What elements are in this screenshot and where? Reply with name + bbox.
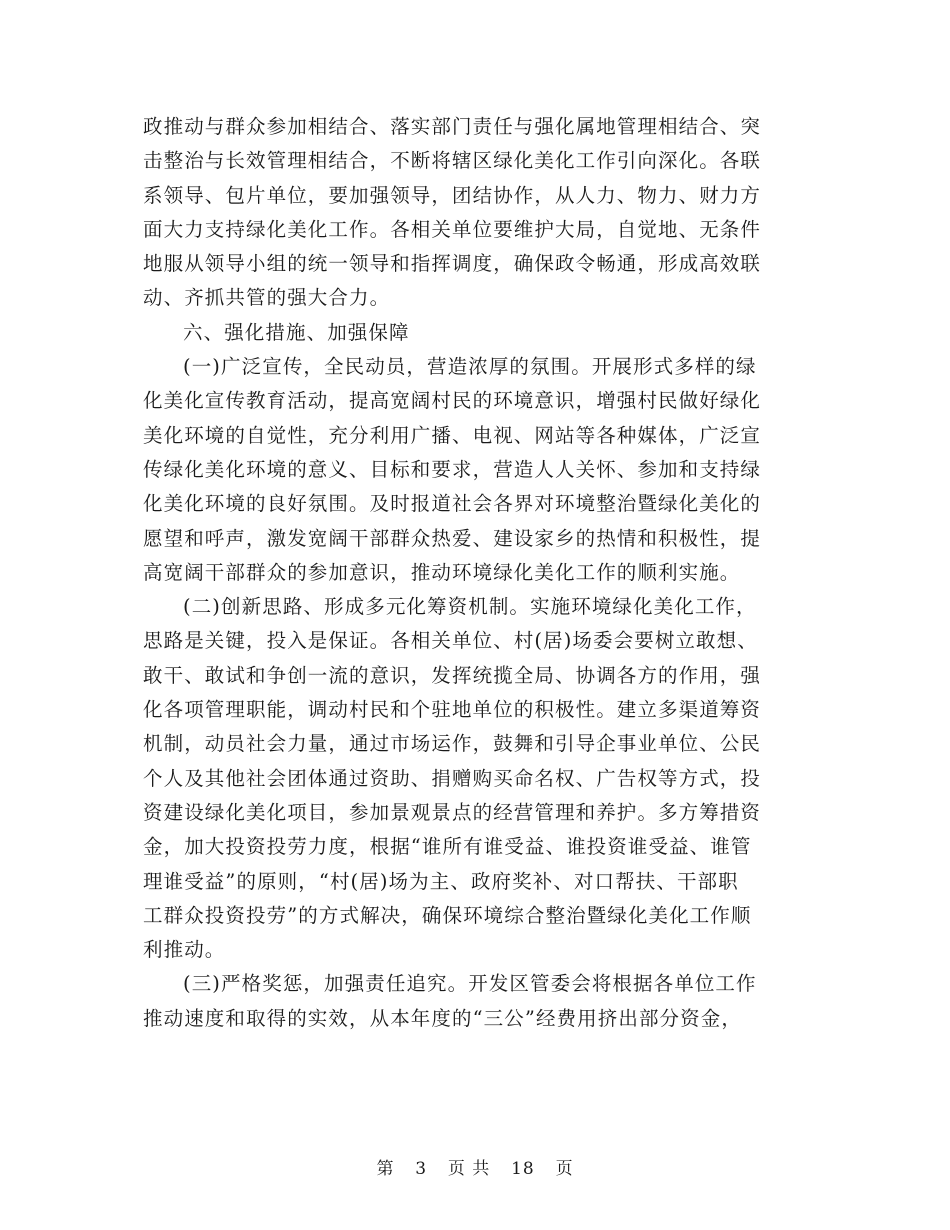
text-line: 思路是关键，投入是保证。各相关单位、村(居)场委会要树立敢想、 <box>143 629 758 653</box>
text-line: 地服从领导小组的统一领导和指挥调度，确保政令畅通，形成高效联 <box>143 252 762 276</box>
text-line: 系领导、包片单位，要加强领导，团结协作，从人力、物力、财力方 <box>143 183 762 207</box>
page-label-mid: 页 共 <box>447 1159 491 1179</box>
page-label-suffix: 页 <box>555 1159 574 1179</box>
section-heading: 六、强化措施、加强保障 <box>183 320 410 344</box>
document-body <box>143 110 803 1036</box>
text-line: 工群众投资投劳”的方式解决，确保环境综合整治暨绿化美化工作顺 <box>143 903 752 927</box>
text-line: 理谁受益”的原则，“村(居)场为主、政府奖补、对口帮扶、干部职 <box>143 869 739 893</box>
paragraph-start-line: (二)创新思路、形成多元化筹资机制。实施环境绿化美化工作， <box>183 595 757 619</box>
text-line: 个人及其他社会团体通过资助、捐赠购买命名权、广告权等方式，投 <box>143 766 762 790</box>
page-footer <box>0 1154 950 1179</box>
text-line: 高宽阔干部群众的参加意识，推动环境绿化美化工作的顺利实施。 <box>143 560 741 584</box>
text-line: 化各项管理职能，调动村民和个驻地单位的积极性。建立多渠道筹资 <box>143 698 762 722</box>
text-line: 美化环境的自觉性，充分利用广播、电视、网站等各种媒体，广泛宣 <box>143 423 762 447</box>
text-line: 传绿化美化环境的意义、目标和要求，营造人人关怀、参加和支持绿 <box>143 457 762 481</box>
text-line: 敢干、敢试和争创一流的意识，发挥统揽全局、协调各方的作用，强 <box>143 663 762 687</box>
text-line: 机制，动员社会力量，通过市场运作，鼓舞和引导企事业单位、公民 <box>143 732 762 756</box>
text-line: 面大力支持绿化美化工作。各相关单位要维护大局，自觉地、无条件 <box>143 217 762 241</box>
text-line: 推动速度和取得的实效，从本年度的“三公”经费用挤出部分资金， <box>143 1006 742 1030</box>
text-line: 利推动。 <box>143 938 226 962</box>
paragraph-start-line: (一)广泛宣传，全民动员，营造浓厚的氛围。开展形式多样的绿 <box>183 355 757 379</box>
page-number: 3 <box>415 1159 428 1179</box>
text-line: 政推动与群众参加相结合、落实部门责任与强化属地管理相结合、突 <box>143 115 762 138</box>
total-pages: 18 <box>511 1159 535 1179</box>
text-line: 动、齐抓共管的强大合力。 <box>143 286 391 310</box>
text-line: 击整治与长效管理相结合，不断将辖区绿化美化工作引向深化。各联 <box>143 149 762 173</box>
page-label-prefix: 第 <box>376 1159 395 1179</box>
text-line: 金，加大投资投劳力度，根据“谁所有谁受益、谁投资谁受益、谁管 <box>143 835 752 859</box>
text-line: 资建设绿化美化项目，参加景观景点的经营管理和养护。多方筹措资 <box>143 800 762 824</box>
text-line: 化美化宣传教育活动，提高宽阔村民的环境意识，增强村民做好绿化 <box>143 389 762 413</box>
text-line: 愿望和呼声，激发宽阔干部群众热爱、建设家乡的热情和积极性，提 <box>143 526 762 550</box>
paragraph-start-line: (三)严格奖惩，加强责任追究。开发区管委会将根据各单位工作 <box>183 972 757 996</box>
text-line: 化美化环境的良好氛围。及时报道社会各界对环境整治暨绿化美化的 <box>143 492 762 516</box>
